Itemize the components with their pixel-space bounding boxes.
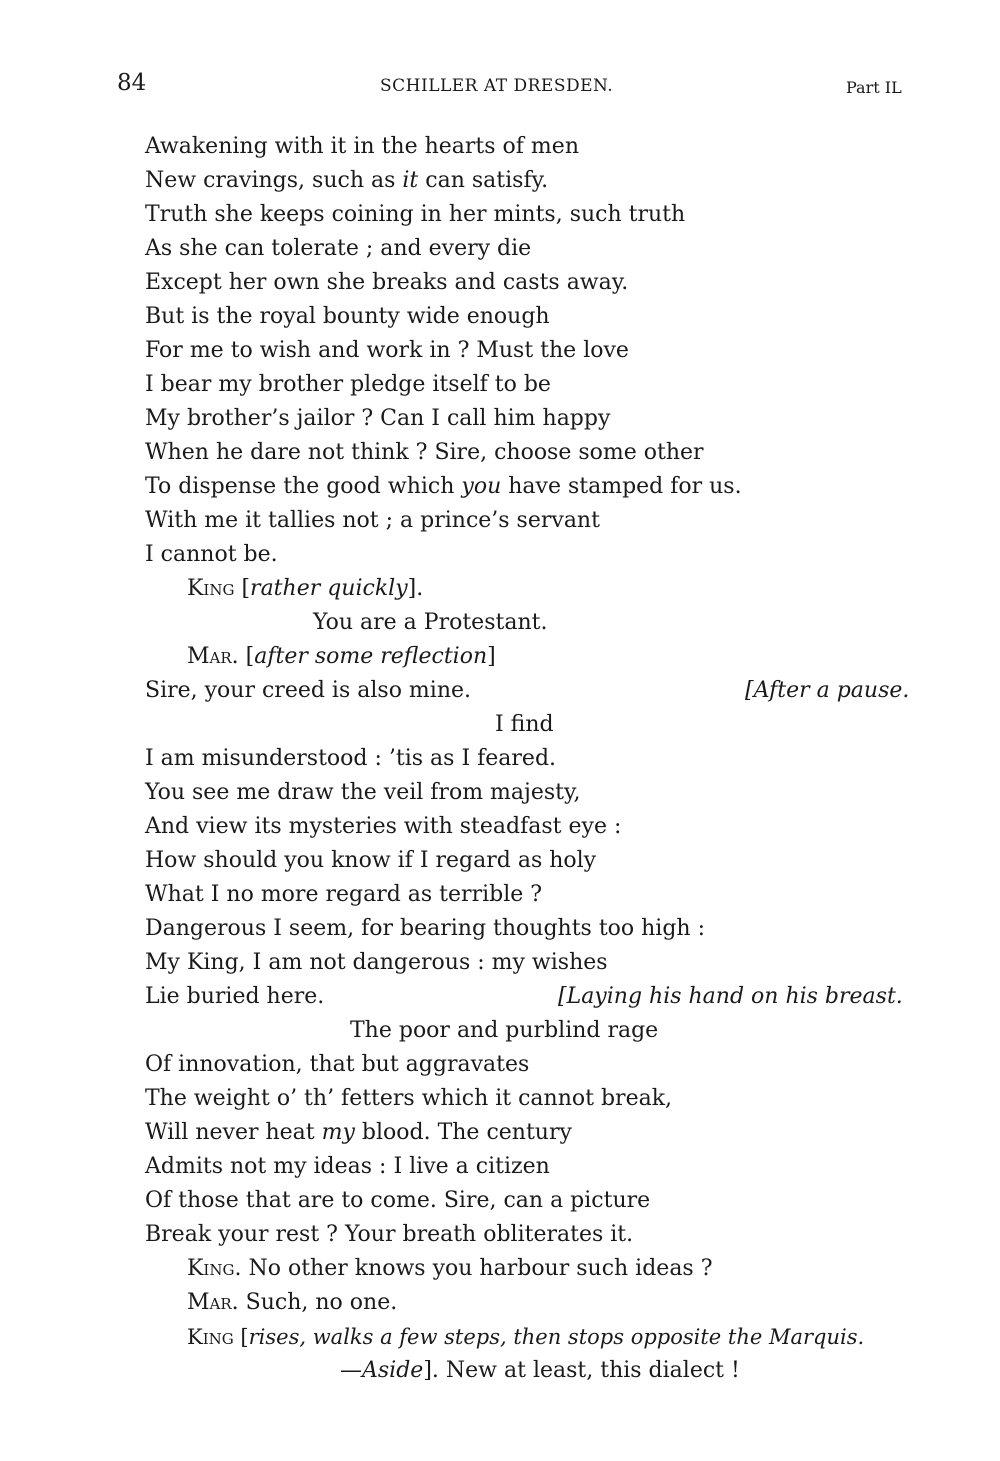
verse-line: Truth she keeps coining in her mints, such truth — [145, 202, 686, 227]
verse-line: Except her own she breaks and casts away. — [145, 270, 629, 295]
verse-line: Dangerous I seem, for bearing thoughts too high : — [145, 916, 706, 941]
speaker-line: King [rather quickly]. — [187, 576, 424, 601]
verse-line: When he dare not think ? Sire, choose some other — [145, 440, 704, 465]
speaker-line: Mar. [after some reflection] — [187, 644, 496, 669]
verse-line: I cannot be. — [145, 542, 278, 567]
stage-direction: after some reflection — [254, 644, 488, 669]
stage-direction: rises, walks a few steps, then stops opposite the Marquis. — [248, 1325, 865, 1349]
emphasis: it — [402, 168, 419, 193]
verse-line: You are a Protestant. — [313, 610, 548, 635]
emphasis: you — [461, 474, 502, 499]
verse-line: But is the royal bounty wide enough — [145, 304, 550, 329]
verse-line: Sire, your creed is also mine. — [145, 678, 472, 703]
verse-line: My brother’s jailor ? Can I call him happy — [145, 406, 611, 431]
verse-line: How should you know if I regard as holy — [145, 848, 597, 873]
stage-direction: [After a pause. — [745, 678, 910, 703]
verse-line: The weight o’ th’ fetters which it cannot break, — [145, 1086, 673, 1111]
stage-direction: —Aside — [340, 1358, 424, 1383]
verse-line: Awakening with it in the hearts of men — [145, 134, 579, 159]
page-header — [0, 70, 1000, 104]
speaker-name: King — [187, 576, 235, 601]
speaker-line: Mar. Such, no one. — [187, 1290, 398, 1315]
verse-line: I am misunderstood : ’tis as I feared. — [145, 746, 557, 771]
verse-line: I find — [495, 712, 554, 737]
verse-line: What I no more regard as terrible ? — [145, 882, 543, 907]
verse-line: Break your rest ? Your breath obliterates it. — [145, 1222, 634, 1247]
verse-line: Of innovation, that but aggravates — [145, 1052, 530, 1077]
page-number: 84 — [117, 70, 147, 96]
verse-line: As she can tolerate ; and every die — [145, 236, 532, 261]
verse-line: Of those that are to come. Sire, can a picture — [145, 1188, 651, 1213]
verse-line: Admits not my ideas : I live a citizen — [145, 1154, 550, 1179]
running-title: SCHILLER AT DRESDEN. — [380, 76, 614, 96]
part-label: Part IL — [846, 78, 902, 97]
verse-line: Will never heat my blood. The century — [145, 1120, 572, 1145]
speaker-line: King [rises, walks a few steps, then stops opposite the Marquis. — [187, 1325, 865, 1349]
speaker-name: Mar. — [187, 644, 239, 669]
speaker-line: King. No other knows you harbour such ideas ? — [187, 1256, 713, 1281]
verse-line: For me to wish and work in ? Must the love — [145, 338, 629, 363]
verse-line: To dispense the good which you have stamped for us. — [145, 474, 742, 499]
stage-direction: [Laying his hand on his breast. — [558, 984, 903, 1009]
speaker-line: —Aside]. New at least, this dialect ! — [340, 1358, 740, 1383]
speaker-name: Mar. — [187, 1290, 239, 1315]
verse-line: The poor and purblind rage — [350, 1018, 659, 1043]
verse-line: And view its mysteries with steadfast eye : — [145, 814, 622, 839]
verse-line: Lie buried here. — [145, 984, 325, 1009]
verse-line: With me it tallies not ; a prince’s servant — [145, 508, 600, 533]
speaker-name: King — [187, 1325, 234, 1349]
verse-line: I bear my brother pledge itself to be — [145, 372, 551, 397]
verse-line: You see me draw the veil from majesty, — [145, 780, 581, 805]
verse-line: New cravings, such as it can satisfy. — [145, 168, 549, 193]
emphasis: my — [321, 1120, 355, 1145]
verse-line: My King, I am not dangerous : my wishes — [145, 950, 608, 975]
stage-direction: rather quickly — [250, 576, 408, 601]
speaker-name: King. — [187, 1256, 242, 1281]
